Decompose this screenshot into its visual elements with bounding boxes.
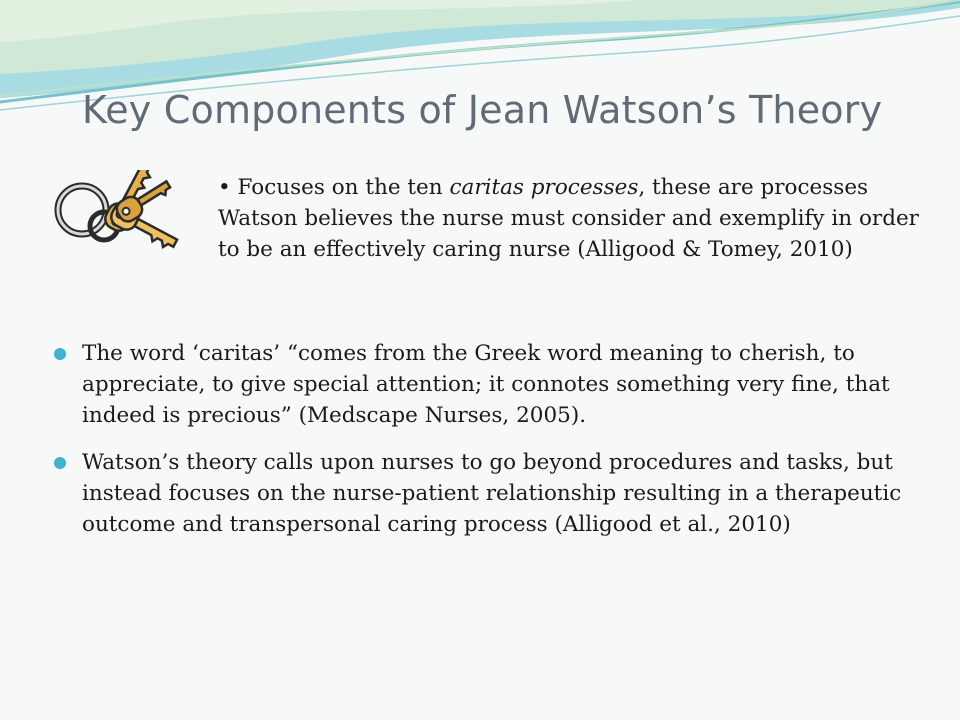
keys-icon — [48, 170, 180, 282]
bullet-item — [54, 338, 924, 431]
intro-text-italic: caritas processes — [449, 175, 639, 200]
intro-text-after: , these are processes Watson believes the nurse must consider and exemplify in order to be an effectively caring nurse (Alligood & Tomey, 2010) — [218, 175, 919, 262]
bullet-dot-icon — [54, 457, 66, 469]
bullet-text: The word ‘caritas’ “comes from the Greek word meaning to cherish, to appreciate, to give special attention; it connotes something very fine, that indeed is precious” (Medscape Nurses, 2005). — [82, 341, 890, 428]
intro-paragraph — [218, 172, 930, 265]
bullet-dot-icon — [54, 348, 66, 360]
intro-text-before: Focuses on the ten — [237, 175, 450, 200]
slide-title: Key Components of Jean Watson’s Theory — [82, 88, 883, 132]
intro-marker: • — [218, 175, 231, 200]
bullet-item — [54, 447, 924, 540]
bullet-list — [54, 338, 924, 556]
bullet-text: Watson’s theory calls upon nurses to go beyond procedures and tasks, but instead focuses on the nurse-patient relationship resulting in a therapeutic outcome and transpersonal caring process (Alligood et al., 2010) — [82, 450, 902, 537]
